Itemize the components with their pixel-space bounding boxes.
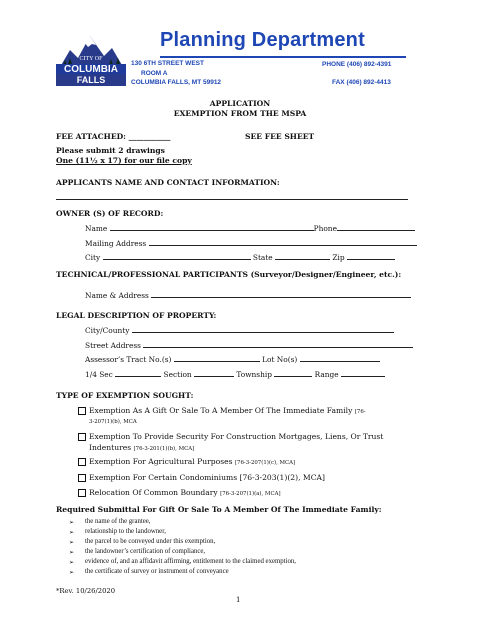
- owner-phone-field[interactable]: [337, 223, 415, 231]
- legal-lot-label: Lot No(s): [262, 355, 298, 364]
- ex5-label: [89, 488, 281, 497]
- owner-name-field[interactable]: [110, 223, 314, 231]
- ex4-main: Exemption For Certain Condominiums [76-3-203(1)(2), MCA]: [89, 473, 325, 482]
- department-title: Planning Department: [160, 29, 365, 51]
- applicants-line[interactable]: [56, 199, 408, 200]
- bullet-arrow-icon: ➢: [69, 529, 75, 536]
- owner-mailing-field[interactable]: [149, 238, 417, 246]
- see-fee-sheet: SEE FEE SHEET: [245, 132, 315, 141]
- revision-date: *Rev. 10/26/2020: [56, 587, 116, 595]
- legal-range-label: Range: [314, 370, 339, 379]
- legal-city-label: City/County: [85, 326, 130, 335]
- required-item: the landowner’s certification of compliance,: [85, 548, 206, 555]
- bullet-arrow-icon: ➢: [69, 569, 75, 576]
- legal-section-label: Section: [163, 370, 192, 379]
- submit-line-2: One (11½ x 17) for our file copy: [56, 156, 192, 165]
- tech-name-field[interactable]: [151, 290, 411, 298]
- legal-sec-label: 1/4 Sec: [85, 370, 113, 379]
- city-logo: [56, 28, 126, 86]
- legal-city-field[interactable]: [132, 325, 394, 333]
- owner-city-row: [85, 252, 395, 262]
- ex3-label: [89, 457, 295, 466]
- required-item: evidence of, and an affidavit affirming, entitlement to the claimed exemption,: [85, 558, 296, 565]
- legal-township-label: Township: [236, 370, 272, 379]
- owner-state-label: State: [252, 253, 273, 262]
- ex3-checkbox[interactable]: [78, 458, 86, 466]
- owner-name-label: Name: [85, 224, 108, 233]
- bullet-arrow-icon: ➢: [69, 539, 75, 546]
- svg-text:COLUMBIA: COLUMBIA: [64, 64, 118, 75]
- ex1-ref-b: 3-207(1)(b), MCA: [89, 419, 137, 425]
- owner-mailing-label: Mailing Address: [85, 239, 147, 248]
- doc-title-2: EXEMPTION FROM THE MSPA: [173, 109, 307, 118]
- owner-mailing-row: [85, 238, 417, 248]
- ex5-ref: [76-3-207(1)(a), MCA]: [220, 491, 281, 497]
- applicants-heading: APPLICANTS NAME AND CONTACT INFORMATION:: [56, 178, 280, 187]
- ex3-main: Exemption For Agricultural Purposes: [89, 457, 233, 466]
- owner-phone-label: Phone: [313, 224, 337, 233]
- tech-name-label: Name & Address: [85, 291, 149, 300]
- required-item: relationship to the landowner,: [85, 528, 166, 535]
- legal-street-field[interactable]: [143, 340, 413, 348]
- owner-zip-field[interactable]: [347, 252, 395, 260]
- page-number: 1: [236, 596, 241, 604]
- required-item: the certificate of survey or instrument of conveyance: [85, 568, 229, 575]
- ex1-checkbox[interactable]: [78, 407, 86, 415]
- phone-number: PHONE (406) 892-4391: [322, 61, 392, 68]
- ex1-main: Exemption As A Gift Or Sale To A Member Of The Immediate Family: [89, 406, 353, 415]
- owner-zip-label: Zip: [332, 253, 345, 262]
- legal-tract-label: Assessor’s Tract No.(s): [85, 355, 172, 364]
- ex2-cont-row: [89, 443, 194, 452]
- legal-sec-row: [85, 369, 385, 379]
- ex2-ref: [76-3-201(1)(b), MCA]: [133, 446, 195, 452]
- address-line-1: 130 6TH STREET WEST: [131, 60, 204, 67]
- ex3-ref: [76-3-207(1)(c), MCA]: [234, 460, 296, 466]
- owner-state-field[interactable]: [275, 252, 330, 260]
- legal-street-row: [85, 340, 413, 350]
- header-rule: [160, 56, 406, 58]
- ex2-checkbox[interactable]: [78, 433, 86, 441]
- tech-row: [85, 290, 411, 300]
- legal-lot-field[interactable]: [300, 354, 380, 362]
- ex2-main: Exemption To Provide Security For Construction Mortgages, Liens, Or Trust: [89, 432, 384, 441]
- ex1-ref-a: [76-: [354, 409, 366, 415]
- svg-text:FALLS: FALLS: [76, 75, 106, 85]
- svg-text:CITY OF: CITY OF: [79, 56, 103, 62]
- owner-heading: OWNER (S) OF RECORD:: [56, 209, 164, 218]
- legal-street-label: Street Address: [85, 341, 141, 350]
- required-heading: Required Submittal For Gift Or Sale To A Member Of The Immediate Family:: [56, 505, 382, 514]
- legal-tract-row: [85, 354, 380, 364]
- required-item: the parcel to be conveyed under this exemption,: [85, 538, 216, 545]
- submit-line-1: Please submit 2 drawings: [56, 146, 165, 155]
- address-line-3: COLUMBIA FALLS, MT 59912: [131, 79, 222, 86]
- legal-township-field[interactable]: [274, 369, 312, 377]
- legal-sec-field[interactable]: [115, 369, 161, 377]
- required-item: the name of the grantee,: [85, 518, 151, 525]
- bullet-arrow-icon: ➢: [69, 549, 75, 556]
- legal-tract-field[interactable]: [174, 354, 260, 362]
- legal-heading: LEGAL DESCRIPTION OF PROPERTY:: [56, 311, 217, 320]
- legal-range-field[interactable]: [341, 369, 385, 377]
- owner-name-row: [85, 223, 415, 233]
- technical-heading: TECHNICAL/PROFESSIONAL PARTICIPANTS (Surveyor/Designer/Engineer, etc.):: [56, 270, 402, 279]
- doc-title-1: APPLICATION: [209, 99, 271, 108]
- owner-city-label: City: [85, 253, 101, 262]
- ex5-main: Relocation Of Common Boundary: [89, 488, 218, 497]
- owner-city-field[interactable]: [103, 252, 251, 260]
- bullet-arrow-icon: ➢: [69, 519, 75, 526]
- ex5-checkbox[interactable]: [78, 489, 86, 497]
- fax-number: FAX (406) 892-4413: [332, 79, 391, 86]
- legal-city-row: [85, 325, 394, 335]
- ex4-checkbox[interactable]: [78, 474, 86, 482]
- legal-section-field[interactable]: [194, 369, 234, 377]
- exemption-heading: TYPE OF EXEMPTION SOUGHT:: [56, 391, 194, 400]
- fee-attached: FEE ATTACHED: ___________: [56, 132, 171, 141]
- ex2-cont: Indentures: [89, 443, 132, 452]
- address-line-2: ROOM A: [141, 70, 168, 77]
- bullet-arrow-icon: ➢: [69, 559, 75, 566]
- ex1-label: [89, 406, 366, 415]
